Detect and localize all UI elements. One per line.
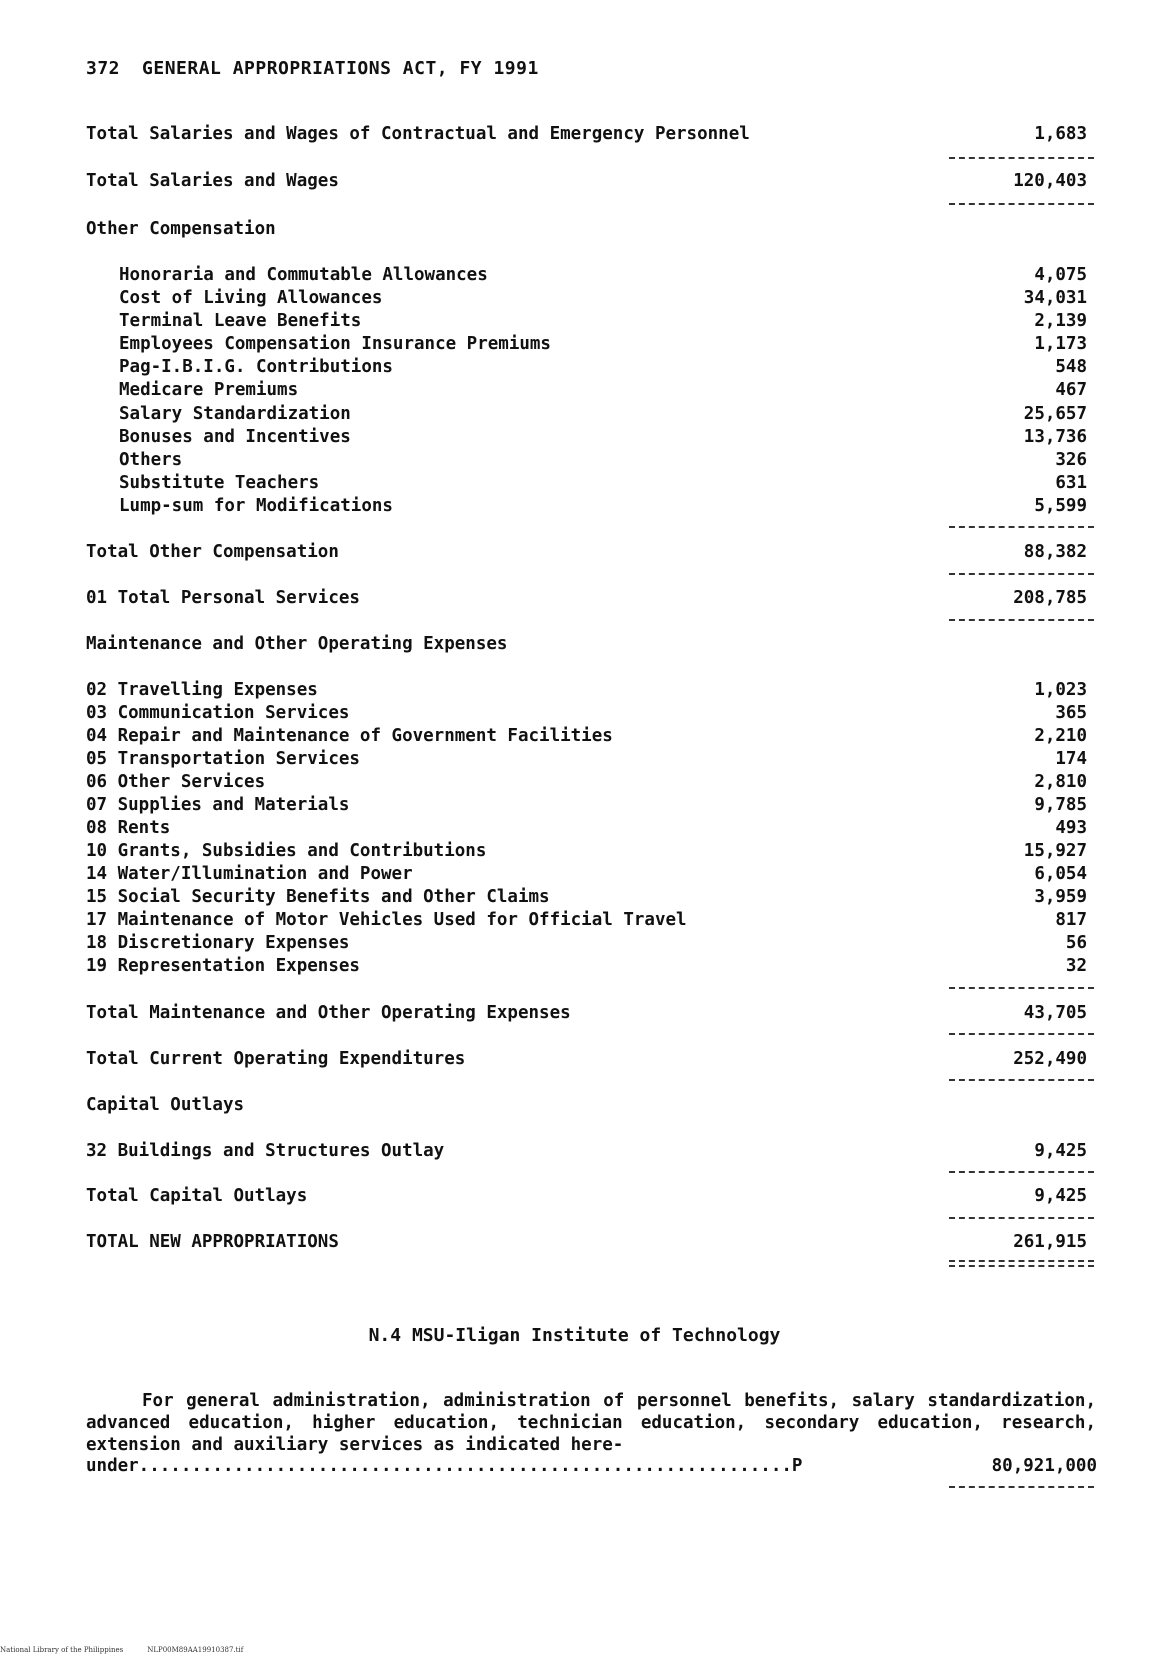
row-label: 17 Maintenance of Motor Vehicles Used for Official Travel xyxy=(86,910,687,930)
row-value: 120,403 xyxy=(1013,171,1087,191)
table-row xyxy=(0,749,1149,771)
row-label: 18 Discretionary Expenses xyxy=(86,933,350,953)
table-row xyxy=(0,357,1149,379)
heading-label: Maintenance and Other Operating Expenses xyxy=(86,634,508,654)
row-label: Pag-I.B.I.G. Contributions xyxy=(119,357,393,377)
row-label: 15 Social Security Benefits and Other Claims xyxy=(86,887,550,907)
row-value: 3,959 xyxy=(1034,887,1087,907)
underline-separator xyxy=(949,1079,1094,1081)
row-value: 548 xyxy=(1055,357,1087,377)
row-value: 261,915 xyxy=(1013,1232,1087,1252)
row-value: 9,425 xyxy=(1034,1186,1087,1206)
table-row xyxy=(0,588,1149,610)
table-row xyxy=(0,427,1149,449)
section-heading xyxy=(0,219,1149,241)
double-underline-separator xyxy=(949,1260,1094,1262)
underline-separator xyxy=(949,526,1094,528)
underline-separator xyxy=(949,1171,1094,1173)
row-label: Total Current Operating Expenditures xyxy=(86,1049,466,1069)
row-label: Total Maintenance and Other Operating Expenses xyxy=(86,1003,571,1023)
row-value: 43,705 xyxy=(1023,1003,1087,1023)
underline-separator xyxy=(949,1486,1094,1488)
row-label: 05 Transportation Services xyxy=(86,749,360,769)
row-value: 2,210 xyxy=(1034,726,1087,746)
table-row xyxy=(0,703,1149,725)
row-label: Bonuses and Incentives xyxy=(119,427,351,447)
row-value: 208,785 xyxy=(1013,588,1087,608)
row-value: 25,657 xyxy=(1023,404,1087,424)
row-value: 9,425 xyxy=(1034,1141,1087,1161)
leader-text: under..............................................................P xyxy=(86,1456,803,1476)
table-row xyxy=(0,311,1149,333)
row-value: 1,683 xyxy=(1034,124,1087,144)
row-label: Employees Compensation Insurance Premiums xyxy=(119,334,551,354)
row-label: 02 Travelling Expenses xyxy=(86,680,318,700)
row-label: 06 Other Services xyxy=(86,772,266,792)
row-label: Total Salaries and Wages xyxy=(86,171,339,191)
row-label: 32 Buildings and Structures Outlay xyxy=(86,1141,445,1161)
table-row xyxy=(0,772,1149,794)
row-label: 04 Repair and Maintenance of Government Facilities xyxy=(86,726,613,746)
underline-separator xyxy=(949,619,1094,621)
row-value: 467 xyxy=(1055,380,1087,400)
table-row xyxy=(0,680,1149,702)
scan-footer xyxy=(0,1646,267,1654)
row-value: 631 xyxy=(1055,473,1087,493)
row-value: 493 xyxy=(1055,818,1087,838)
table-row xyxy=(0,795,1149,817)
row-value: 817 xyxy=(1055,910,1087,930)
table-row xyxy=(0,265,1149,287)
row-value: 2,810 xyxy=(1034,772,1087,792)
row-label: 14 Water/Illumination and Power xyxy=(86,864,413,884)
table-row xyxy=(0,956,1149,978)
table-row xyxy=(0,1186,1149,1208)
row-label: Total Salaries and Wages of Contractual and Emergency Personnel xyxy=(86,124,750,144)
underline-separator xyxy=(949,987,1094,989)
row-value: 365 xyxy=(1055,703,1087,723)
underline-separator xyxy=(949,1033,1094,1035)
row-label: Salary Standardization xyxy=(119,404,351,424)
table-row xyxy=(0,910,1149,932)
row-label: Others xyxy=(119,450,183,470)
table-row xyxy=(0,496,1149,518)
heading-label: Capital Outlays xyxy=(86,1095,245,1115)
section-heading xyxy=(0,634,1149,656)
heading-label: Other Compensation xyxy=(86,219,276,239)
row-value: 34,031 xyxy=(1023,288,1087,308)
table-row xyxy=(0,380,1149,402)
row-value: 4,075 xyxy=(1034,265,1087,285)
table-row xyxy=(0,542,1149,564)
appropriation-paragraph xyxy=(86,1390,1096,1456)
row-label: Medicare Premiums xyxy=(119,380,299,400)
row-label: TOTAL NEW APPROPRIATIONS xyxy=(86,1232,339,1252)
row-label: Cost of Living Allowances xyxy=(119,288,383,308)
table-row xyxy=(0,1003,1149,1025)
paragraph-text: For general administration, administration of personnel benefits, salary standardization, advanced education, higher education, technician education, secondary education, research, extension and auxiliary services as indicated here- xyxy=(86,1391,1096,1455)
table-row xyxy=(0,288,1149,310)
row-label: 03 Communication Services xyxy=(86,703,350,723)
section-heading xyxy=(0,1095,1149,1117)
underline-separator xyxy=(949,157,1094,159)
table-row xyxy=(0,1141,1149,1163)
leader-line xyxy=(86,1456,1101,1476)
table-row xyxy=(0,841,1149,863)
row-value: 252,490 xyxy=(1013,1049,1087,1069)
row-label: Terminal Leave Benefits xyxy=(119,311,362,331)
row-label: Honoraria and Commutable Allowances xyxy=(119,265,488,285)
page-number: 372 xyxy=(86,58,121,79)
table-row xyxy=(0,1049,1149,1071)
footer-file: NLP00M89AA19910387.tif xyxy=(147,1646,244,1654)
row-value: 15,927 xyxy=(1023,841,1087,861)
underline-separator xyxy=(949,573,1094,575)
row-value: 5,599 xyxy=(1034,496,1087,516)
table-row xyxy=(0,124,1149,146)
row-value: 32 xyxy=(1065,956,1087,976)
table-row xyxy=(0,864,1149,886)
table-row xyxy=(0,726,1149,748)
table-row xyxy=(0,1232,1149,1254)
row-label: Lump-sum for Modifications xyxy=(119,496,393,516)
table-row xyxy=(0,933,1149,955)
table-row xyxy=(0,887,1149,909)
row-label: 19 Representation Expenses xyxy=(86,956,360,976)
underline-separator xyxy=(949,203,1094,205)
table-row xyxy=(0,404,1149,426)
table-row xyxy=(0,450,1149,472)
row-value: 9,785 xyxy=(1034,795,1087,815)
row-label: 07 Supplies and Materials xyxy=(86,795,350,815)
row-value: 1,023 xyxy=(1034,680,1087,700)
row-label: 10 Grants, Subsidies and Contributions xyxy=(86,841,487,861)
table-row xyxy=(0,171,1149,193)
row-value: 13,736 xyxy=(1023,427,1087,447)
row-value: 1,173 xyxy=(1034,334,1087,354)
row-label: 08 Rents xyxy=(86,818,171,838)
row-value: 56 xyxy=(1065,933,1087,953)
row-label: Total Capital Outlays xyxy=(86,1186,308,1206)
row-value: 2,139 xyxy=(1034,311,1087,331)
row-label: Substitute Teachers xyxy=(119,473,320,493)
table-row xyxy=(0,334,1149,356)
row-label: Total Other Compensation xyxy=(86,542,339,562)
appropriation-amount: 80,921,000 xyxy=(988,1456,1097,1476)
underline-separator xyxy=(949,1217,1094,1219)
row-value: 174 xyxy=(1055,749,1087,769)
page-header xyxy=(86,58,539,79)
table-row xyxy=(0,473,1149,495)
row-value: 88,382 xyxy=(1023,542,1087,562)
section-title: N.4 MSU-Iligan Institute of Technology xyxy=(368,1325,781,1346)
row-label: 01 Total Personal Services xyxy=(86,588,360,608)
row-value: 326 xyxy=(1055,450,1087,470)
row-value: 6,054 xyxy=(1034,864,1087,884)
table-row xyxy=(0,818,1149,840)
footer-library: National Library of the Philippines xyxy=(0,1646,124,1654)
header-title: GENERAL APPROPRIATIONS ACT, FY 1991 xyxy=(142,58,539,79)
